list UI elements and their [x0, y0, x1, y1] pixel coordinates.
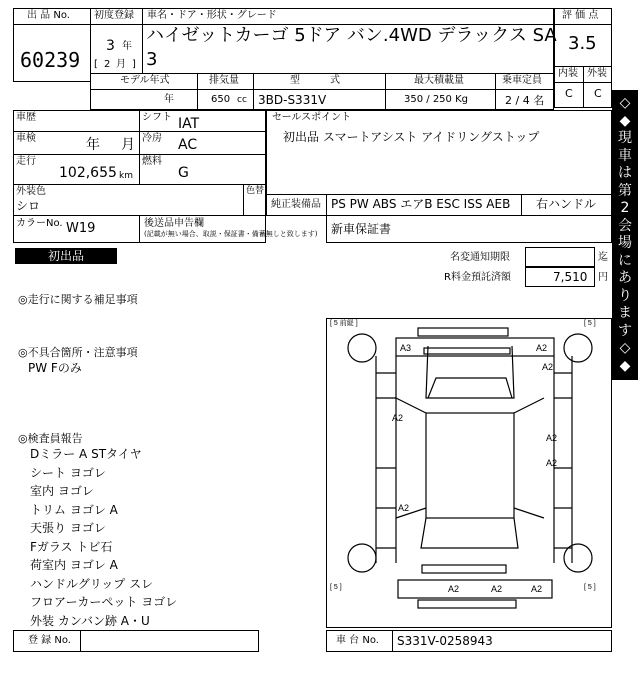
first-registration-month-unit: 月 — [116, 59, 126, 70]
recycle-label: R料金預託済額 — [444, 272, 511, 283]
inspector-report-line: Dミラー A STタイヤ — [30, 447, 142, 461]
color-change-label: 色替 — [246, 186, 265, 196]
inspector-report-header: ◎検査員報告 — [18, 432, 83, 445]
warranty: 新車保証書 — [331, 222, 392, 236]
divider — [583, 66, 584, 108]
max-load: 350 / 250 Kg — [404, 94, 468, 105]
selling-point-label: セールスポイント — [272, 112, 352, 123]
side-banner-char: ◇ — [619, 340, 631, 356]
mark-left-rear-panel: A2 — [398, 503, 410, 513]
first-listing-badge: 初出品 — [15, 248, 117, 264]
inspector-report-line: トリム ヨゴレ A — [30, 502, 118, 517]
front-bumper — [396, 338, 554, 356]
model-year-unit: 年 — [164, 94, 174, 105]
shift-label: シフト — [142, 112, 172, 123]
mileage-label: 走行 — [16, 156, 36, 167]
divider — [385, 73, 386, 110]
inspector-report-line: シート ヨゴレ — [30, 465, 106, 480]
color-no-label: カラーNo. — [16, 218, 63, 229]
docs-label: 後送品申告欄 — [144, 218, 204, 229]
divider — [253, 73, 254, 110]
model-code: 3BD-S331V — [258, 93, 327, 107]
color-no: W19 — [66, 221, 96, 236]
mileage-unit: km — [119, 171, 133, 181]
side-banner-char: 場 — [618, 235, 632, 251]
tire-front-left — [348, 334, 376, 362]
vehicle-label: 車名・ドア・形状・グレード — [147, 10, 277, 21]
exterior-color-label: 外装色 — [16, 186, 46, 197]
inspection-year-unit: 年 — [86, 137, 100, 153]
first-registration-year-unit: 年 — [122, 41, 132, 52]
side-banner-char: 会 — [618, 217, 632, 234]
ac-value: AC — [178, 137, 198, 153]
side-banner-char: に — [618, 252, 632, 269]
selling-point: 初出品 スマートアシスト アイドリングストップ — [283, 130, 540, 144]
mark-rear-bumper-1: A2 — [448, 584, 460, 594]
equipment: PS PW ABS エアB ESC ISS AEB — [331, 197, 511, 211]
equipment-label: 純正装備品 — [271, 199, 321, 210]
ac-label: 冷房 — [142, 133, 162, 144]
roof — [426, 413, 514, 518]
tire-front-right — [564, 334, 592, 362]
mark-front-bumper-right: A2 — [536, 343, 548, 353]
registration-label: 登 録 No. — [28, 635, 71, 646]
divider — [13, 131, 266, 132]
lot-no: 60239 — [20, 48, 81, 72]
vehicle-name: ハイゼットカーゴ 5ドア バン.4WD デラックス SA — [146, 25, 557, 46]
inspector-report-line: フロアーカーペット ヨゴレ — [30, 595, 178, 609]
chassis-label: 車 台 No. — [336, 635, 379, 646]
steering: 右ハンドル — [536, 197, 597, 211]
model-year-label: モデル年式 — [120, 75, 170, 86]
docs-note: (記載が無い場合、取説・保証書・備蓄無しと致します) — [144, 230, 318, 238]
divider — [495, 73, 496, 110]
divider — [197, 73, 198, 110]
divider — [243, 184, 244, 215]
side-banner-char: ま — [618, 305, 632, 321]
fuel-label: 燃料 — [142, 156, 162, 167]
left-side — [376, 356, 396, 563]
mark-left-front-door: A2 — [392, 413, 404, 423]
first-registration-year: 3 — [106, 38, 115, 54]
inspector-report-line: 外装 カンバン跡 A・U — [30, 613, 150, 628]
side-banner-char: す — [618, 322, 632, 339]
rear-hatch — [421, 518, 518, 548]
score-label: 評 価 点 — [562, 10, 599, 21]
exterior-label: 外装 — [587, 68, 607, 79]
inspector-report-line: 天張り ヨゴレ — [30, 521, 106, 535]
history-label: 車歴 — [16, 112, 36, 123]
mark-fender-right: A2 — [542, 362, 554, 372]
exterior-grade: C — [594, 87, 602, 100]
side-banner-char: 車 — [618, 147, 632, 164]
inspector-report-line: 室内 ヨゴレ — [30, 484, 94, 498]
mark-rear-right: A2 — [531, 584, 543, 594]
divider — [80, 630, 81, 652]
inspector-report-line: 荷室内 ヨゴレ A — [30, 558, 118, 572]
name-change-label: 名変通知期限 — [450, 252, 510, 263]
divider — [392, 630, 393, 652]
capacity-label: 乗車定員 — [502, 75, 542, 86]
first-registration-label: 初度登録 — [94, 10, 134, 21]
capacity: 2 / 4 名 — [505, 94, 545, 107]
inspector-report-line: Fガラス トビ石 — [30, 539, 113, 554]
divider — [13, 24, 91, 25]
model-code-label: 型 式 — [290, 75, 340, 86]
max-load-label: 最大積載量 — [414, 75, 464, 86]
tire-fl-label: [ 5 前縦 ] — [330, 320, 358, 327]
tire-fr-label: [ 5 ] — [584, 320, 596, 327]
vehicle-diagram — [326, 318, 612, 628]
inspection-month-unit: 月 — [121, 137, 135, 153]
fuel-value: G — [178, 165, 189, 181]
mark-rear-bumper-2: A2 — [491, 584, 503, 594]
defects-text: PW Fのみ — [28, 361, 82, 375]
side-banner-char: 現 — [618, 130, 632, 146]
exterior-color-value: シロ — [16, 199, 41, 213]
displacement-unit: cc — [237, 95, 247, 105]
divider — [326, 194, 327, 216]
mark-front-bumper-left: A3 — [400, 343, 412, 353]
tire-rl-label: [ 5 ] — [330, 584, 342, 591]
driving-notes-header: ◎走行に関する補足事項 — [18, 293, 138, 306]
vehicle-grade-suffix: 3 — [146, 49, 158, 70]
recycle-amount: 7,510 — [553, 270, 588, 284]
mileage-value: 102,655 — [59, 165, 117, 181]
name-change-field — [525, 247, 595, 267]
inspection-label: 車検 — [16, 133, 36, 144]
side-banner-char: り — [618, 287, 632, 304]
score-value: 3.5 — [568, 33, 597, 54]
side-banner-char: 2 — [620, 200, 630, 216]
first-registration-month-close: ] — [132, 59, 136, 70]
mark-right-rear-door: A2 — [546, 458, 558, 468]
divider — [139, 110, 140, 184]
interior-grade: C — [565, 87, 573, 100]
divider — [90, 24, 143, 25]
rear-bumper — [398, 580, 552, 598]
side-banner-char: ◆ — [619, 112, 631, 129]
side-banner-char: ◇ — [619, 95, 631, 111]
interior-label: 内装 — [558, 68, 578, 79]
tire-rear-left — [348, 544, 376, 572]
side-banner — [612, 90, 638, 380]
displacement-value: 650 — [211, 94, 231, 105]
side-banner-char: ◆ — [619, 357, 631, 374]
lot-no-label: 出 品 No. — [27, 10, 70, 21]
divider — [13, 154, 266, 155]
side-banner-char: は — [618, 165, 632, 181]
side-banner-char: あ — [618, 270, 632, 286]
chassis-no: S331V-0258943 — [397, 634, 493, 648]
divider — [521, 194, 522, 216]
shift-value: IAT — [178, 116, 200, 132]
tire-rr-label: [ 5 ] — [584, 584, 596, 591]
divider — [13, 184, 266, 185]
divider — [554, 24, 612, 25]
mark-right-door: A2 — [546, 433, 558, 443]
first-registration-month: 2 — [104, 59, 111, 70]
inspector-report-line: ハンドルグリップ スレ — [30, 576, 154, 591]
defects-header: ◎不具合箇所・注意事項 — [18, 346, 138, 359]
name-change-suffix: 迄 — [598, 252, 608, 263]
recycle-unit: 円 — [598, 272, 608, 283]
divider — [90, 89, 554, 90]
divider — [139, 215, 140, 243]
first-registration-month-open: [ — [94, 59, 98, 70]
displacement-label: 排気量 — [209, 75, 239, 86]
side-banner-char: 第 — [618, 182, 632, 199]
